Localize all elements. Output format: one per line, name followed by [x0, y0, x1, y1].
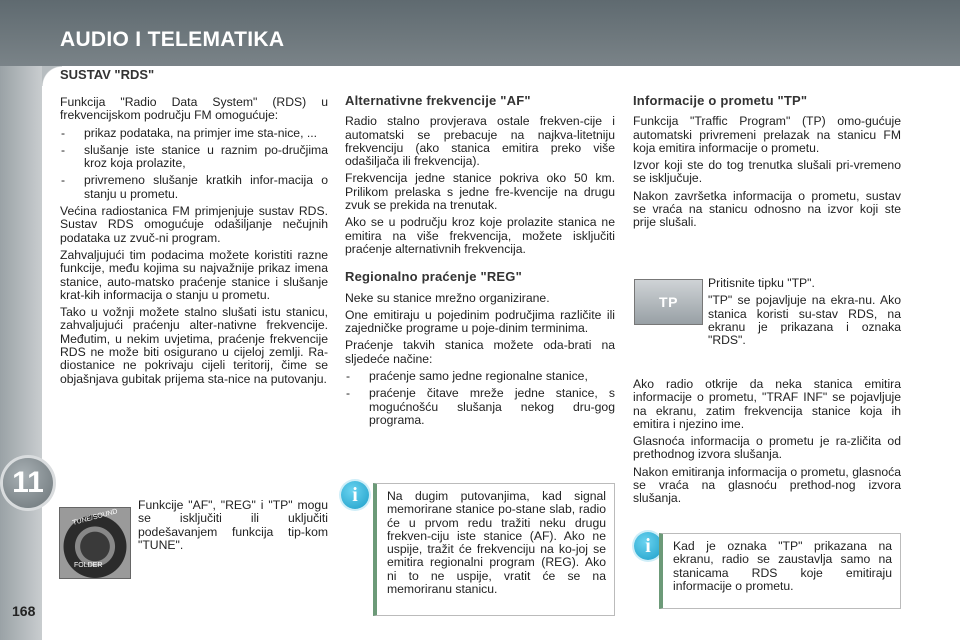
header-title: AUDIO I TELEMATIKA — [60, 28, 285, 51]
rds-feature-list — [60, 127, 328, 201]
info-icon: i — [341, 481, 369, 509]
paragraph: Radio stalno provjerava ostale frekven-cije i automatski se prebacuje na najkva-litetniju frekvenciju (ako stanica emitira preko više odašiljača ili frekvencija). — [345, 114, 615, 169]
list-item: - prikaz podataka, na primjer ime sta-nice, ... — [60, 127, 328, 140]
paragraph: Ako radio otkrije da neka stanica emitira informacije o prometu, "TRAF INF" se pojavljuje na ekranu, zatim frekvencija stanice koja ih emitira i njezino ime. — [633, 377, 901, 431]
knob-label-bottom: FOLDER — [74, 562, 103, 569]
press-detail: "TP" se pojavljuje na ekra-nu. Ako stanica koristi su-stav RDS, na ekranu je prikazana i oznaka "RDS". — [708, 293, 901, 348]
page-number: 168 — [12, 603, 36, 619]
paragraph: Tako u vožnji možete stalno slušati istu stanicu, zahvaljujući praćenju alter-nativne frekvencije. Međutim, u nekim uvjetima, praćenje frekvencije RDS ne može biti osigurano u cijeloj zemlji. Ra-diostanice ne pokrivaju cijeli teritorij, čime se objašnjava gubitak prijema sta-nice na putovanju. — [60, 305, 328, 386]
knob-text: Funkcije "AF", "REG" i "TP" mogu se isključiti ili uključiti podešavanjem funkcija tip-kom "TUNE". — [138, 498, 328, 552]
list-item: - praćenje samo jedne regionalne stanice, — [345, 370, 615, 383]
tp-button-label: TP — [659, 294, 678, 310]
column-3 — [633, 94, 901, 234]
knob-label-top: TUNE/SOUND — [71, 508, 119, 527]
list-item: - privremeno slušanje kratkih infor-macija o stanju u prometu. — [60, 174, 328, 201]
paragraph: One emitiraju u pojedinim područjima različite ili zajedničke programe u poje-dinim terminima. — [345, 307, 615, 336]
paragraph: Funkcija "Traffic Program" (TP) omo-gućuje automatski privremeni prelazak na stanicu FM koja emitira informacije o prometu. — [633, 114, 901, 155]
paragraph: Nakon emitiranja informacija o prometu, glasnoća se vraća na glasnoću prethod-nog izvora slušanja. — [633, 464, 901, 506]
tp-button-image — [634, 279, 703, 325]
column-1 — [60, 96, 328, 390]
paragraph: Neke su stanice mrežno organizirane. — [345, 290, 550, 305]
knob-caption — [138, 499, 328, 556]
info-box-af-reg — [373, 483, 615, 616]
paragraph: Glasnoća informacija o prometu je ra-zličita od prethodnog izvora slušanja. — [633, 434, 901, 462]
paragraph: Izvor koji ste do tog trenutka slušali pri-vremeno se isključuje. — [633, 158, 901, 186]
column-3-lower — [633, 378, 901, 510]
paragraph: Nakon završetka informacija o prometu, sustav se vraća na stanicu odnosno na izvor koji ste prije slušali. — [633, 188, 901, 230]
af-heading: Alternativne frekvencije "AF" — [345, 93, 531, 108]
tune-knob-image — [59, 507, 131, 579]
info-text: Na dugim putovanjima, kad signal memorirane stanice po-stane slab, radio će u prvom redu tražiti neku drugu frekven-ciju iste stanice (AF). Ako ne uspije, tražit će frekvenciju na ko-joj se emitira regionalni program (REG). Ako ni to ne uspije, vratit će se na memoriranu stanicu. — [387, 489, 606, 597]
tp-press-caption — [708, 277, 901, 351]
section-title: SUSTAV "RDS" — [60, 67, 155, 82]
paragraph: Zahvaljujući tim podacima možete koristiti razne funkcije, među kojima su najvažnije prikaz imena stanice, auto-matsko praćenje stanice i slušanje krat-kih informacija o stanju u prometu. — [60, 247, 328, 302]
intro-paragraph: Funkcija "Radio Data System" (RDS) u frekvencijskom području FM omogućuje: — [60, 95, 328, 123]
page-header — [0, 0, 960, 66]
paragraph: Ako se u području kroz koje prolazite stanica ne emitira na više frekvencija, možete isključiti praćenje alternativnih frekvencija. — [345, 215, 615, 256]
sidebar-band — [0, 66, 42, 640]
info-box-tp — [659, 533, 901, 609]
reg-heading: Regionalno praćenje "REG" — [345, 269, 522, 285]
paragraph: Praćenje takvih stanica možete oda-brati na sljedeće načine: — [345, 338, 615, 366]
tp-heading: Informacije o prometu "TP" — [633, 93, 808, 108]
chapter-badge: 11 — [3, 458, 53, 508]
reg-options-list — [345, 370, 615, 427]
paragraph: Frekvencija jedne stanice pokriva oko 50 km. Prilikom prelaska s jedne fre-kvencije na drugu zvuk se prekida na trenutak. — [345, 171, 615, 213]
info-text: Kad je oznaka "TP" prikazana na ekranu, radio se zaustavlja samo na stanicama RDS koje emitiraju informacije o prometu. — [673, 539, 892, 593]
paragraph: Većina radiostanica FM primjenjuje sustav RDS. Sustav RDS omogućuje odašiljanje nečujnih podataka uz zvuč-ni program. — [60, 204, 328, 245]
column-2 — [345, 94, 615, 431]
list-item: - praćenje čitave mreže jedne stanice, s mogućnošću slušanja nekog dru-gog programa. — [345, 387, 615, 427]
press-instruction: Pritisnite tipku "TP". — [708, 276, 815, 290]
info-icon: i — [634, 532, 662, 560]
corner-decoration — [42, 66, 62, 86]
list-item: - slušanje iste stanice u raznim po-dručjima kroz koja prolazite, — [60, 144, 328, 171]
